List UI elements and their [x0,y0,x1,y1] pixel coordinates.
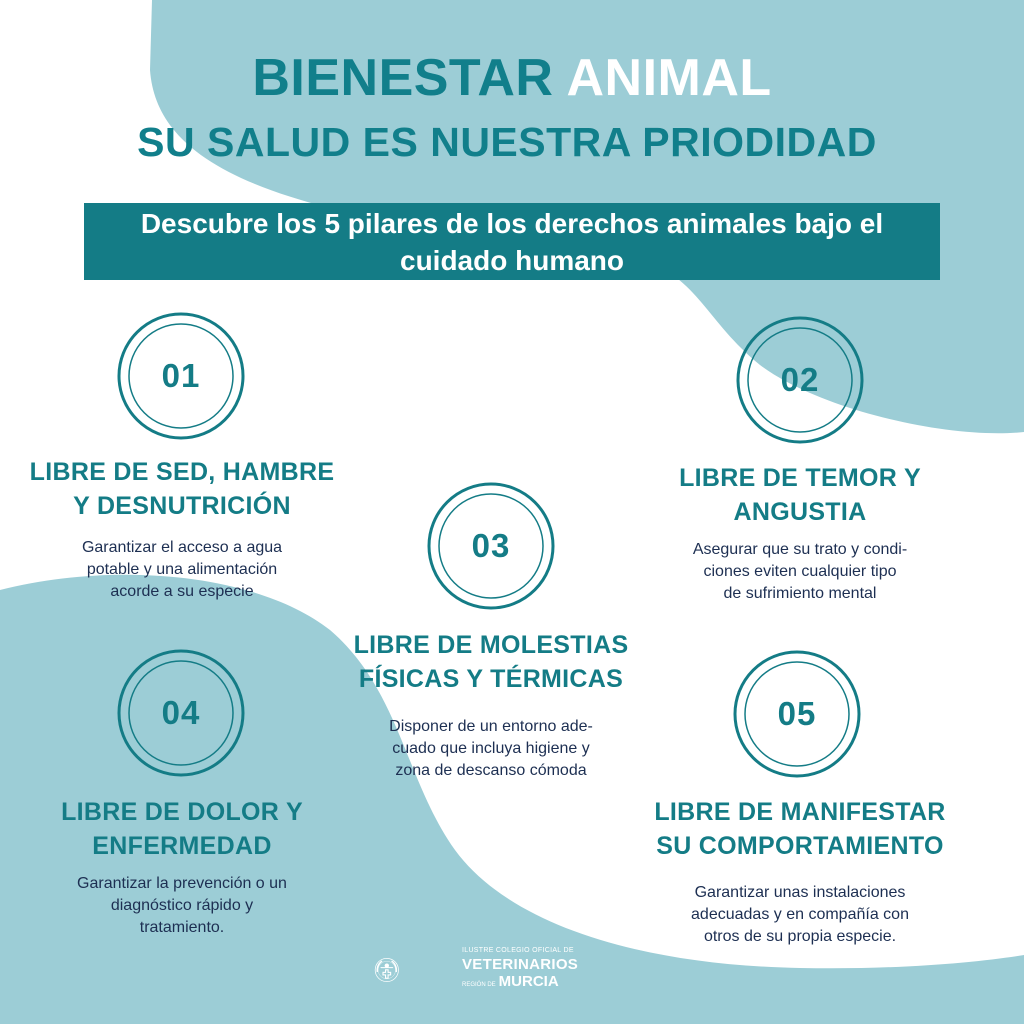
pillar-01-title-line-2: Y DESNUTRICIÓN [73,492,291,520]
college-logo-text [462,946,602,993]
pillar-03-title-line-2: FÍSICAS Y TÉRMICAS [358,665,624,693]
pillar-01-description [32,537,332,603]
banner-line-1: Descubre los 5 pilares de los derechos animales bajo el [140,208,884,239]
pillar-05-desc-line-3: otros de su propia especie. [703,928,897,945]
pillar-05-title-line-1: LIBRE DE MANIFESTAR [654,798,946,826]
logo-line-2: VETERINARIOS [462,956,579,973]
pillar-02-description [645,539,955,605]
pillar-04-desc-line-2: diagnóstico rápido y [110,897,254,914]
pillar-04-title-line-2: ENFERMEDAD [92,832,272,860]
pillar-04-number: 04 [161,694,201,731]
pillar-03-description [341,716,641,782]
pillar-02-title-line-2: ANGUSTIA [733,498,867,526]
pillar-01-title [12,455,352,523]
pillar-03-desc-line-2: cuado que incluya higiene y [392,740,590,757]
pillar-03-number: 03 [471,527,511,564]
pillar-05-number: 05 [777,695,817,732]
pillar-02-title [640,461,960,529]
pillar-02-desc-line-1: Asegurar que su trato y condi- [692,541,908,558]
title-word-bienestar: BIENESTAR [252,49,554,107]
pillar-02-number: 02 [780,361,820,398]
pillar-04-title-line-1: LIBRE DE DOLOR Y [61,798,303,826]
page-subtitle: SU SALUD ES NUESTRA PRIODIDAD [137,119,877,165]
pillar-05-description [650,882,950,948]
pillar-01-desc-line-3: acorde a su especie [110,583,254,600]
pillar-04-description [27,873,337,939]
pillar-02-desc-line-2: ciones eviten cualquier tipo [703,563,897,580]
pillar-01-title-line-1: LIBRE DE SED, HAMBRE [29,458,335,486]
page-title [0,48,1024,108]
logo-line-3-main: MURCIA [498,973,559,990]
veterinary-college-emblem-icon [373,932,453,1008]
pillar-02-desc-line-3: de sufrimiento mental [723,585,877,602]
logo-line-3 [462,974,602,993]
pillar-01-desc-line-1: Garantizar el acceso a agua [81,539,283,556]
pillar-03-desc-line-3: zona de descanso cómoda [395,762,587,779]
pillar-05-title [630,795,970,863]
pillar-03-title-line-1: LIBRE DE MOLESTIAS [353,631,629,659]
pillar-04-title [22,795,342,863]
pillar-03-title [321,628,661,696]
pillar-05-title-line-2: SU COMPORTAMIENTO [656,832,944,860]
logo-line-1: ILUSTRE COLEGIO OFICIAL DE [462,947,574,954]
title-word-animal: ANIMAL [566,49,772,107]
pillar-04-desc-line-3: tratamiento. [139,919,225,936]
banner-line-2: cuidado humano [400,245,624,276]
logo-line-3-small: REGIÓN DE [462,982,496,988]
pillar-03-desc-line-1: Disponer de un entorno ade- [389,718,593,735]
pillar-01-number: 01 [161,357,201,394]
pillar-05-desc-line-1: Garantizar unas instalaciones [694,884,906,901]
pillar-02-title-line-1: LIBRE DE TEMOR Y [679,464,921,492]
pillar-01-desc-line-2: potable y una alimentación [86,561,278,578]
pillar-04-desc-line-1: Garantizar la prevención o un [77,875,287,892]
pillar-05-desc-line-2: adecuadas y en compañía con [691,906,909,923]
intro-banner [84,203,940,280]
